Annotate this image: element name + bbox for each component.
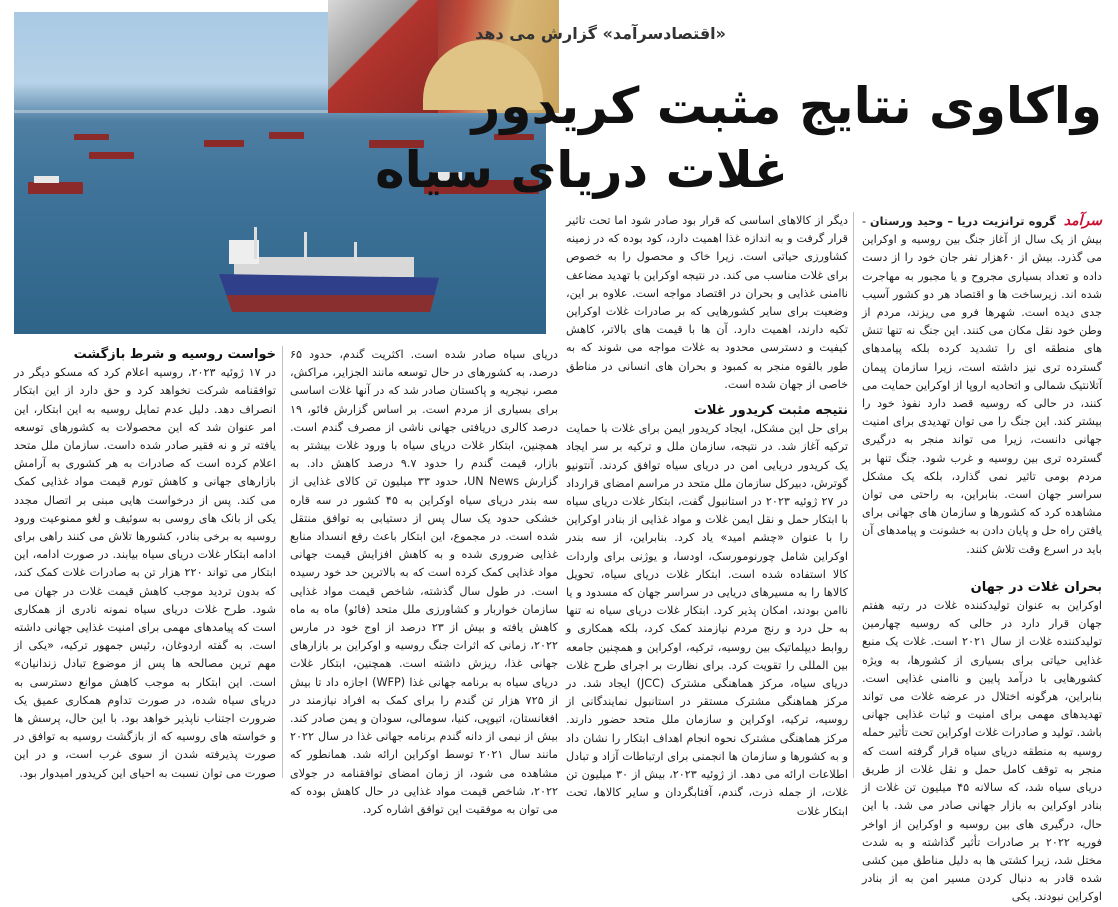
ship-9 — [34, 176, 59, 183]
ship-4 — [269, 132, 304, 139]
ship-deck — [328, 0, 438, 113]
cargo-ship-hull — [219, 274, 439, 312]
column-4-para-1: در ۱۷ ژوئیه ۲۰۲۳، روسیه اعلام کرد که مسکو دیگر در توافقنامه شرکت نخواهد کرد و حق دارد از این ابتکار انصراف دهد. دلیل عدم تمایل روسیه به این ابتکار، این امر عنوان شد که این محصولات به کشورهای توسعه یافته تر و نه فقیر صادر شده داست. سازمان ملل متحد اعلام کرده است که صادرات به هر کشوری به آرامش بازارهای جهانی و کاهش تورم قیمت مواد غذایی کمک می کند. پس از درخواست هایی مبنی بر اتصال مجدد یکی از بانک های روسی به سوئیف و لغو ممنوعیت ورود روسیه به برخی بنادر، کشورها تلاش می کنند راهی برای ادامه ابتکار غلات دریای سیاه بیابند. در صورت ادامه، این ابتکار می تواند ۲۲۰ هزار تن به صادرات غلات کمک کند، که بدون تردید موجب کاهش قیمت غلات در جهان می شود. طرح غلات دریای سیاه نمونه نادری از همکاری است که پیامدهای مهمی برای امنیت غذایی جهانی داشته است. به گفته اردوغان، رئیس جمهور ترکیه، «یکی از مهم ترین مصالحه ها پس از موضوع تبادل زندانیان» است. این ابتکار به موجب کاهش موانع دسترسی به دریای سیاه شده، در صورت تداوم همکاری عمیق یک ضرورت اجتناب ناپذیر خواهد بود. با این حال، پرسش ها و خواسته های روسیه که از بازگشت روسیه به توافق در صورت پذیرفته شدن از سوی غرب است، و در این صورت می توان نسبت به احیای این کریدور امیدوار بود. — [14, 366, 276, 780]
column-3 — [290, 346, 558, 817]
headline-line-1: واکاوی نتایج مثبت کریدور — [471, 77, 1102, 135]
subhead-grain-crisis: بحران غلات در جهان — [970, 579, 1102, 595]
column-3-para-1: دریای سیاه صادر شده است. اکثریت گندم، حدود ۶۵ درصد، به کشورهای در حال توسعه مانند الجزایر، مراکش، مصر، نیجریه و پاکستان صادر شد که در آنها غلات اساسی برای بسیاری از مردم است. بر اساس گزارش فائو، ۱۹ درصد کالری دریافتی جهانی ناشی از مصرف گندم است. همچنین، ابتکار غلات دریای سیاه با ورود غلات بیشتر به بازار، قیمت گندم را حدود ۹.۷ درصد کاهش داد. به گزارش UN News، حدود ۳۳ میلیون تن کالای غذایی از سه بندر دریای سیاه اوکراین به ۴۵ کشور در سه قاره خشکی حدود یک سال پس از دستیابی به توافق منتقل شده است. در مجموع، این ابتکار باعث رفع انسداد منابع غذایی ضروری شده و به کاهش افزایش قیمت جهانی مواد غذایی کمک کرده است که به بالاترین حد خود رسیده است. در طول سال گذشته، شاخص قیمت مواد غذایی سازمان خواربار و کشاورزی ملل متحد (فائو) ماه به ماه کاهش یافته و بیش از ۲۳ درصد از اوج خود در مارس ۲۰۲۲، زمانی که اثرات جنگ روسیه و اوکراین بر بازارهای جهانی غذا، ریزش داشته است. همچنین، ابتکار غلات دریای سیاه به برنامه جهانی غذا (WFP) اجازه داد تا بیش از ۷۲۵ هزار تن گندم را برای کمک به افراد نیازمند در افغانستان، اتیوپی، کنیا، سومالی، سودان و یمن صادر کند. بیش از نیمی از دانه گندم برنامه جهانی غذا در سال ۲۰۲۲ مانند سال ۲۰۲۱ توسط اوکراین ارائه شد. همانطور که مشاهده می شود، از زمان امضای توافقنامه در جولای ۲۰۲۲، شاخص قیمت مواد غذایی در حال کاهش بوده که می توان به موفقیت این توافق اشاره کرد. — [290, 348, 558, 817]
column-rule-2 — [282, 346, 283, 778]
column-2 — [566, 212, 849, 818]
ship-6 — [74, 134, 109, 140]
subhead-positive-result: نتیجه مثبت کریدور غلات — [693, 403, 848, 419]
crane-3 — [354, 242, 357, 262]
column-2-para-1: دیگر از کالاهای اساسی که قرار بود صادر شود اما تحت تاثیر قرار گرفت و به اندازه غذا اهمیت دارد، کود بوده که در زمینه کشاورزی حیاتی است. زیرا خاک و محصول را به خصوص برای غلات مناسب می کند. در نتیجه اوکراین با تهدید مضاعف ناامنی غذایی و بحران در اقتصاد مواجه است. علاوه بر این، وضعیت برای سایر کشورهایی که بر صادرات غلات اوکراین تکیه دارند، اهمیت دارد. آن ها با قیمت های بالاتر، کاهش کیفیت و دسترسی محدود به غلات مواجه می شوند که به طور بالقوه منجر به کمبود و بحران های انسانی در مناطق خاصی از جهان شده است. — [566, 214, 848, 391]
saramad-logo: سرآمد — [1063, 213, 1102, 229]
column-rule-1 — [853, 212, 854, 778]
byline — [862, 212, 1102, 559]
headline-line-2: غلات دریای سیاه — [375, 141, 788, 199]
crane-2 — [304, 232, 307, 260]
ship-5 — [204, 140, 244, 147]
column-2-para-2: برای حل این مشکل، ایجاد کریدور ایمن برای غلات با حمایت ترکیه آغاز شد. در نتیجه، سازمان ملل و ترکیه بر سر ایجاد یک کریدور دریایی امن در دریای سیاه توافق کردند. آنتونیو گوترش، دبیرکل سازمان ملل متحد در مراسم امضای قرارداد در ۲۷ ژوئیه ۲۰۲۳ در استانبول گفت، ابتکار غلات دریای سیاه با ابتکار حمل و نقل ایمن غلات و مواد غذایی از بنادر اوکراین را با عنوان «چشم امید» یاد کرد. بنابراین، از سه بندر اوکراین شامل چورنومورسک، اودسا، و یوژنی برای واردات کالا استفاده شده است. ابتکار غلات دریای سیاه، تحویل کالاها را به مسیرهای دریایی در سراسر جهان که مسدود و یا ناامن بودند، امکان پذیر کرد. ابتکار غلات دریای سیاه نه تنها به حل درد و رنج مردم نیازمند کمک کرد، بلکه همکاری و روابط دیپلماتیک بین روسیه، ترکیه، اوکراین و همچنین جامعه بین المللی را تقویت کرد. برای نظارت بر اجرای طرح غلات دریای سیاه، مرکز هماهنگی مشترک (JCC) ایجاد شد. در مرکز هماهنگی مشترک مستقر در استانبول نمایندگانی از روسیه، ترکیه، اوکراین و سازمان ملل متحد حضور دارند. مرکز هماهنگی مشترک نحوه انجام اهداف ابتکار را نشان داد و به کشورها و سازمان ها انجمنی برای ارتباطات آزاد و تبادل اطلاعات ارائه می دهد. از ژوئیه ۲۰۲۳، بیش از ۳۰ میلیون تن غلات، از جمله ذرت، گندم، آفتابگردان و سایر کالاها، تحت ابتکار غلات — [566, 422, 849, 818]
crane-1 — [254, 227, 257, 259]
column-1 — [862, 212, 1102, 904]
kicker: «اقتصادسرآمد» گزارش می دهد — [475, 24, 726, 43]
column-1-para-2: اوکراین به عنوان تولیدکننده غلات در رتبه هفتم جهان قرار دارد در حالی که روسیه چهارمین تولیدکننده غلات از سال ۲۰۲۱ است. غلات یک منبع غذایی حیاتی برای بسیاری از کشورها، به ویژه کشورهایی با درآمد پایین و ناامنی غذایی است. بنابراین، هرگونه اختلال در عرضه غلات می تواند تهدیدهای مهمی برای امنیت و ثبات غذایی جهانی باشد. تولید و صادرات غلات اوکراین تحت تأثیر حمله روسیه به منطقه دریای سیاه قرار گرفته است که منجر به توقف کامل حمل و نقل غلات از طریق دریای سیاه شد، که سالانه ۴۵ میلیون تن غلات از بنادر اوکراین به بازار جهانی صادر می شد. با این حال، درگیری های بین روسیه و اوکراین از اواخر فوریه ۲۰۲۲ بر صادرات تأثیر گذاشته و به شدت مختل شد، زیرا کشتی ها به دلیل مناطق مین کشی شده قادر به دنبال کردن مسیر امن به از بنادر اوکراین نبودند. یکی — [862, 599, 1102, 904]
ship-7 — [89, 152, 134, 159]
cargo-ship-deck — [234, 257, 414, 277]
byline-authors: گروه ترانزیت دریا – وحید ورستان — [870, 215, 1056, 228]
ship-1 — [28, 182, 83, 194]
column-1-para-1: - بیش از یک سال از آغاز جنگ بین روسیه و اوکراین می گذرد. بیش از ۶۰هزار نفر جان خود را از دست داده و تعداد بسیاری مجروح و یا مجبور به مهاجرت شده اند. زیرساخت ها و اقتصاد هر دو کشور آسیب جدی دیده است. شهرها فرو می ریزند، مردم از وطن خود نقل مکان می کنند. این جنگ نه تنها تنش های منطقه ای را تشدید کرده بلکه پیامدهای گسترده تری نیز داشته است، زیرا سازمان پیمان آتلانتیک شمالی و اتحادیه اروپا از اوکراین حمایت می کنند، در حالی که روسیه قصد دارد نفوذ خود را بیشتر کند. این جنگ را می توان تهدیدی برای امنیت جهانی دانست، زیرا می تواند منجر به درگیری گسترده تری بین روسیه و غرب شود. جنگ تنها بر مردم بومی تاثیر نمی گذارد، بلکه یک مشکل سراسر جهان است. بنابراین، به راحتی می توان مشاهده کرد که کشورها و سازمان های جهانی برای یافتن راه حل و پایان دادن به خشونت و پیامدهای آن باید در اسرع وقت تلاش کنند. — [862, 215, 1102, 556]
subhead-russia-demand: خواست روسیه و شرط بازگشت — [73, 347, 276, 362]
column-4 — [14, 346, 276, 778]
